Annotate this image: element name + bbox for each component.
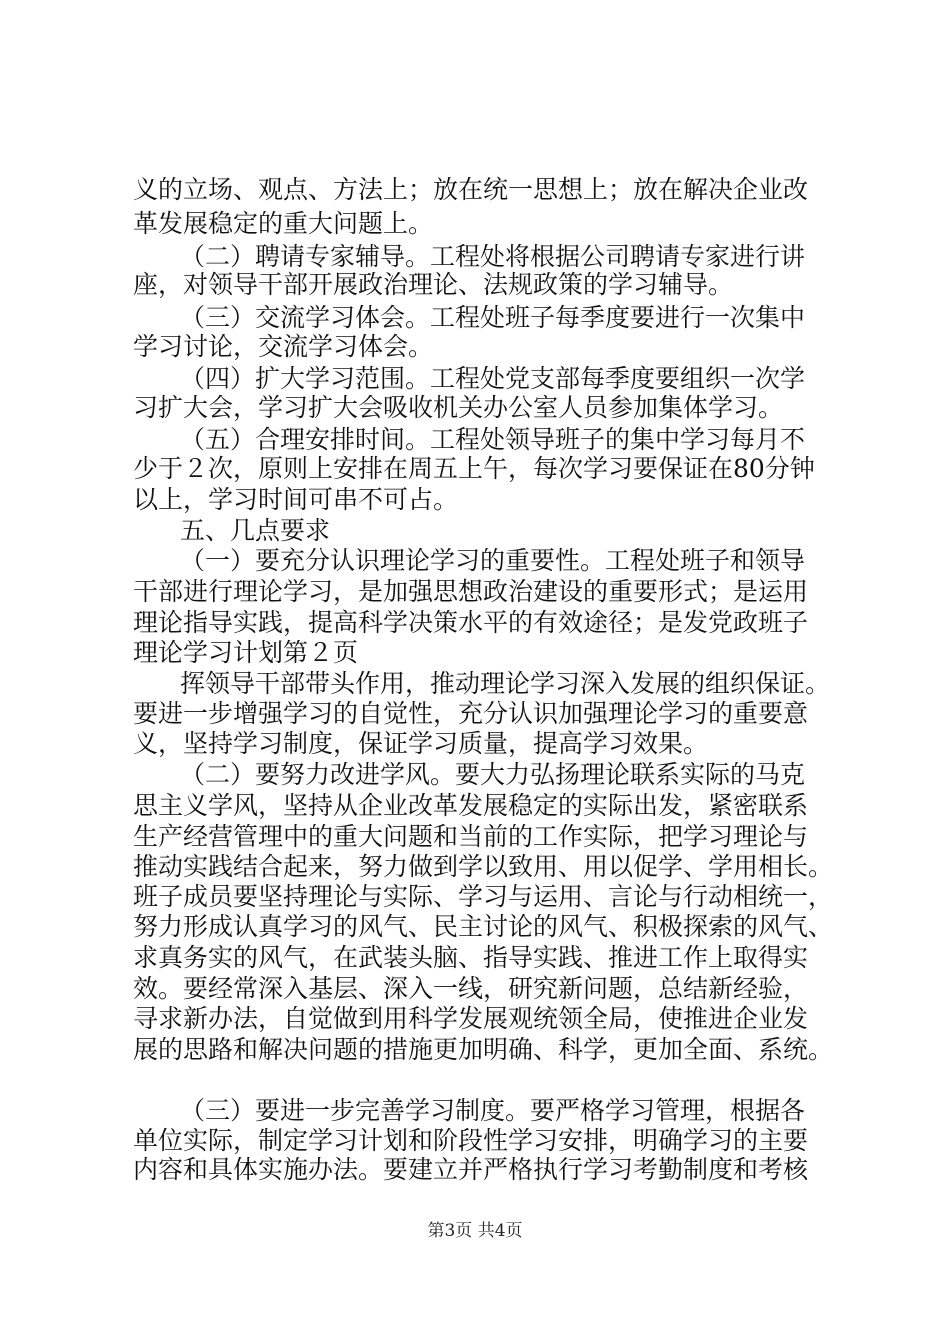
text-line: 挥领导干部带头作用，推动理论学习深入发展的组织保证。 xyxy=(180,669,831,698)
text-line: （三）要进一步完善学习制度。要严格学习管理，根据各 xyxy=(180,1096,806,1125)
text-line: 生产经营管理中的重大问题和当前的工作实际，把学习理论与 xyxy=(133,822,809,851)
text-line: （三）交流学习体会。工程处班子每季度要进行一次集中 xyxy=(180,303,806,332)
text-line: 努力形成认真学习的风气、民主讨论的风气、积极探索的风气、 xyxy=(133,912,834,941)
text-line: 习扩大会，学习扩大会吸收机关办公室人员参加集体学习。 xyxy=(133,393,784,422)
text-line: 思主义学风，坚持从企业改革发展稳定的实际出发，紧密联系 xyxy=(133,791,809,820)
text-line: （二）要努力改进学风。要大力弘扬理论联系实际的马克 xyxy=(180,760,806,789)
text-line: 单位实际，制定学习计划和阶段性学习安排，明确学习的主要 xyxy=(133,1126,809,1155)
text-line: 班子成员要坚持理论与实际、学习与运用、言论与行动相统一， xyxy=(133,882,834,911)
text-line: 义的立场、观点、方法上；放在统一思想上；放在解决企业改 xyxy=(133,175,809,204)
text-line: 以上，学习时间可串不可占。 xyxy=(133,485,459,514)
text-line: （五）合理安排时间。工程处领导班子的集中学习每月不 xyxy=(180,425,806,454)
text-line: 寻求新办法，自觉做到用科学发展观统领全局，使推进企业发 xyxy=(133,1004,809,1033)
text-line: （一）要充分认识理论学习的重要性。工程处班子和领导 xyxy=(180,546,806,575)
text-line: 少于２次，原则上安排在周五上午，每次学习要保证在80分钟 xyxy=(133,454,815,483)
section-heading: 五、几点要求 xyxy=(180,516,331,545)
text-line: 座，对领导干部开展政治理论、法规政策的学习辅导。 xyxy=(133,270,734,299)
text-line: 干部进行理论学习，是加强思想政治建设的重要形式；是运用 xyxy=(133,577,809,606)
text-line: （二）聘请专家辅导。工程处将根据公司聘请专家进行讲 xyxy=(180,242,806,271)
text-line: 效。要经常深入基层、深入一线，研究新问题，总结新经验， xyxy=(133,974,809,1003)
page-break-label: 理论学习计划第２页 xyxy=(133,638,359,667)
text-line: 内容和具体实施办法。要建立并严格执行学习考勤制度和考核 xyxy=(133,1155,809,1184)
text-line: 展的思路和解决问题的措施更加明确、科学，更加全面、系统。 xyxy=(133,1035,834,1064)
text-line: 革发展稳定的重大问题上。 xyxy=(133,209,434,238)
text-line: 要进一步增强学习的自觉性，充分认识加强理论学习的重要意 xyxy=(133,699,809,728)
text-line: 理论指导实践，提高科学决策水平的有效途径；是发党政班子 xyxy=(133,608,809,637)
text-line: 求真务实的风气，在武装头脑、指导实践、推进工作上取得实 xyxy=(133,943,809,972)
page-footer: 第3页 共4页 xyxy=(427,1221,523,1241)
text-line: 学习讨论，交流学习体会。 xyxy=(133,332,434,361)
text-line: （四）扩大学习范围。工程处党支部每季度要组织一次学 xyxy=(180,364,806,393)
text-line: 推动实践结合起来，努力做到学以致用、用以促学、学用相长。 xyxy=(133,852,834,881)
text-line: 义，坚持学习制度，保证学习质量，提高学习效果。 xyxy=(133,729,709,758)
